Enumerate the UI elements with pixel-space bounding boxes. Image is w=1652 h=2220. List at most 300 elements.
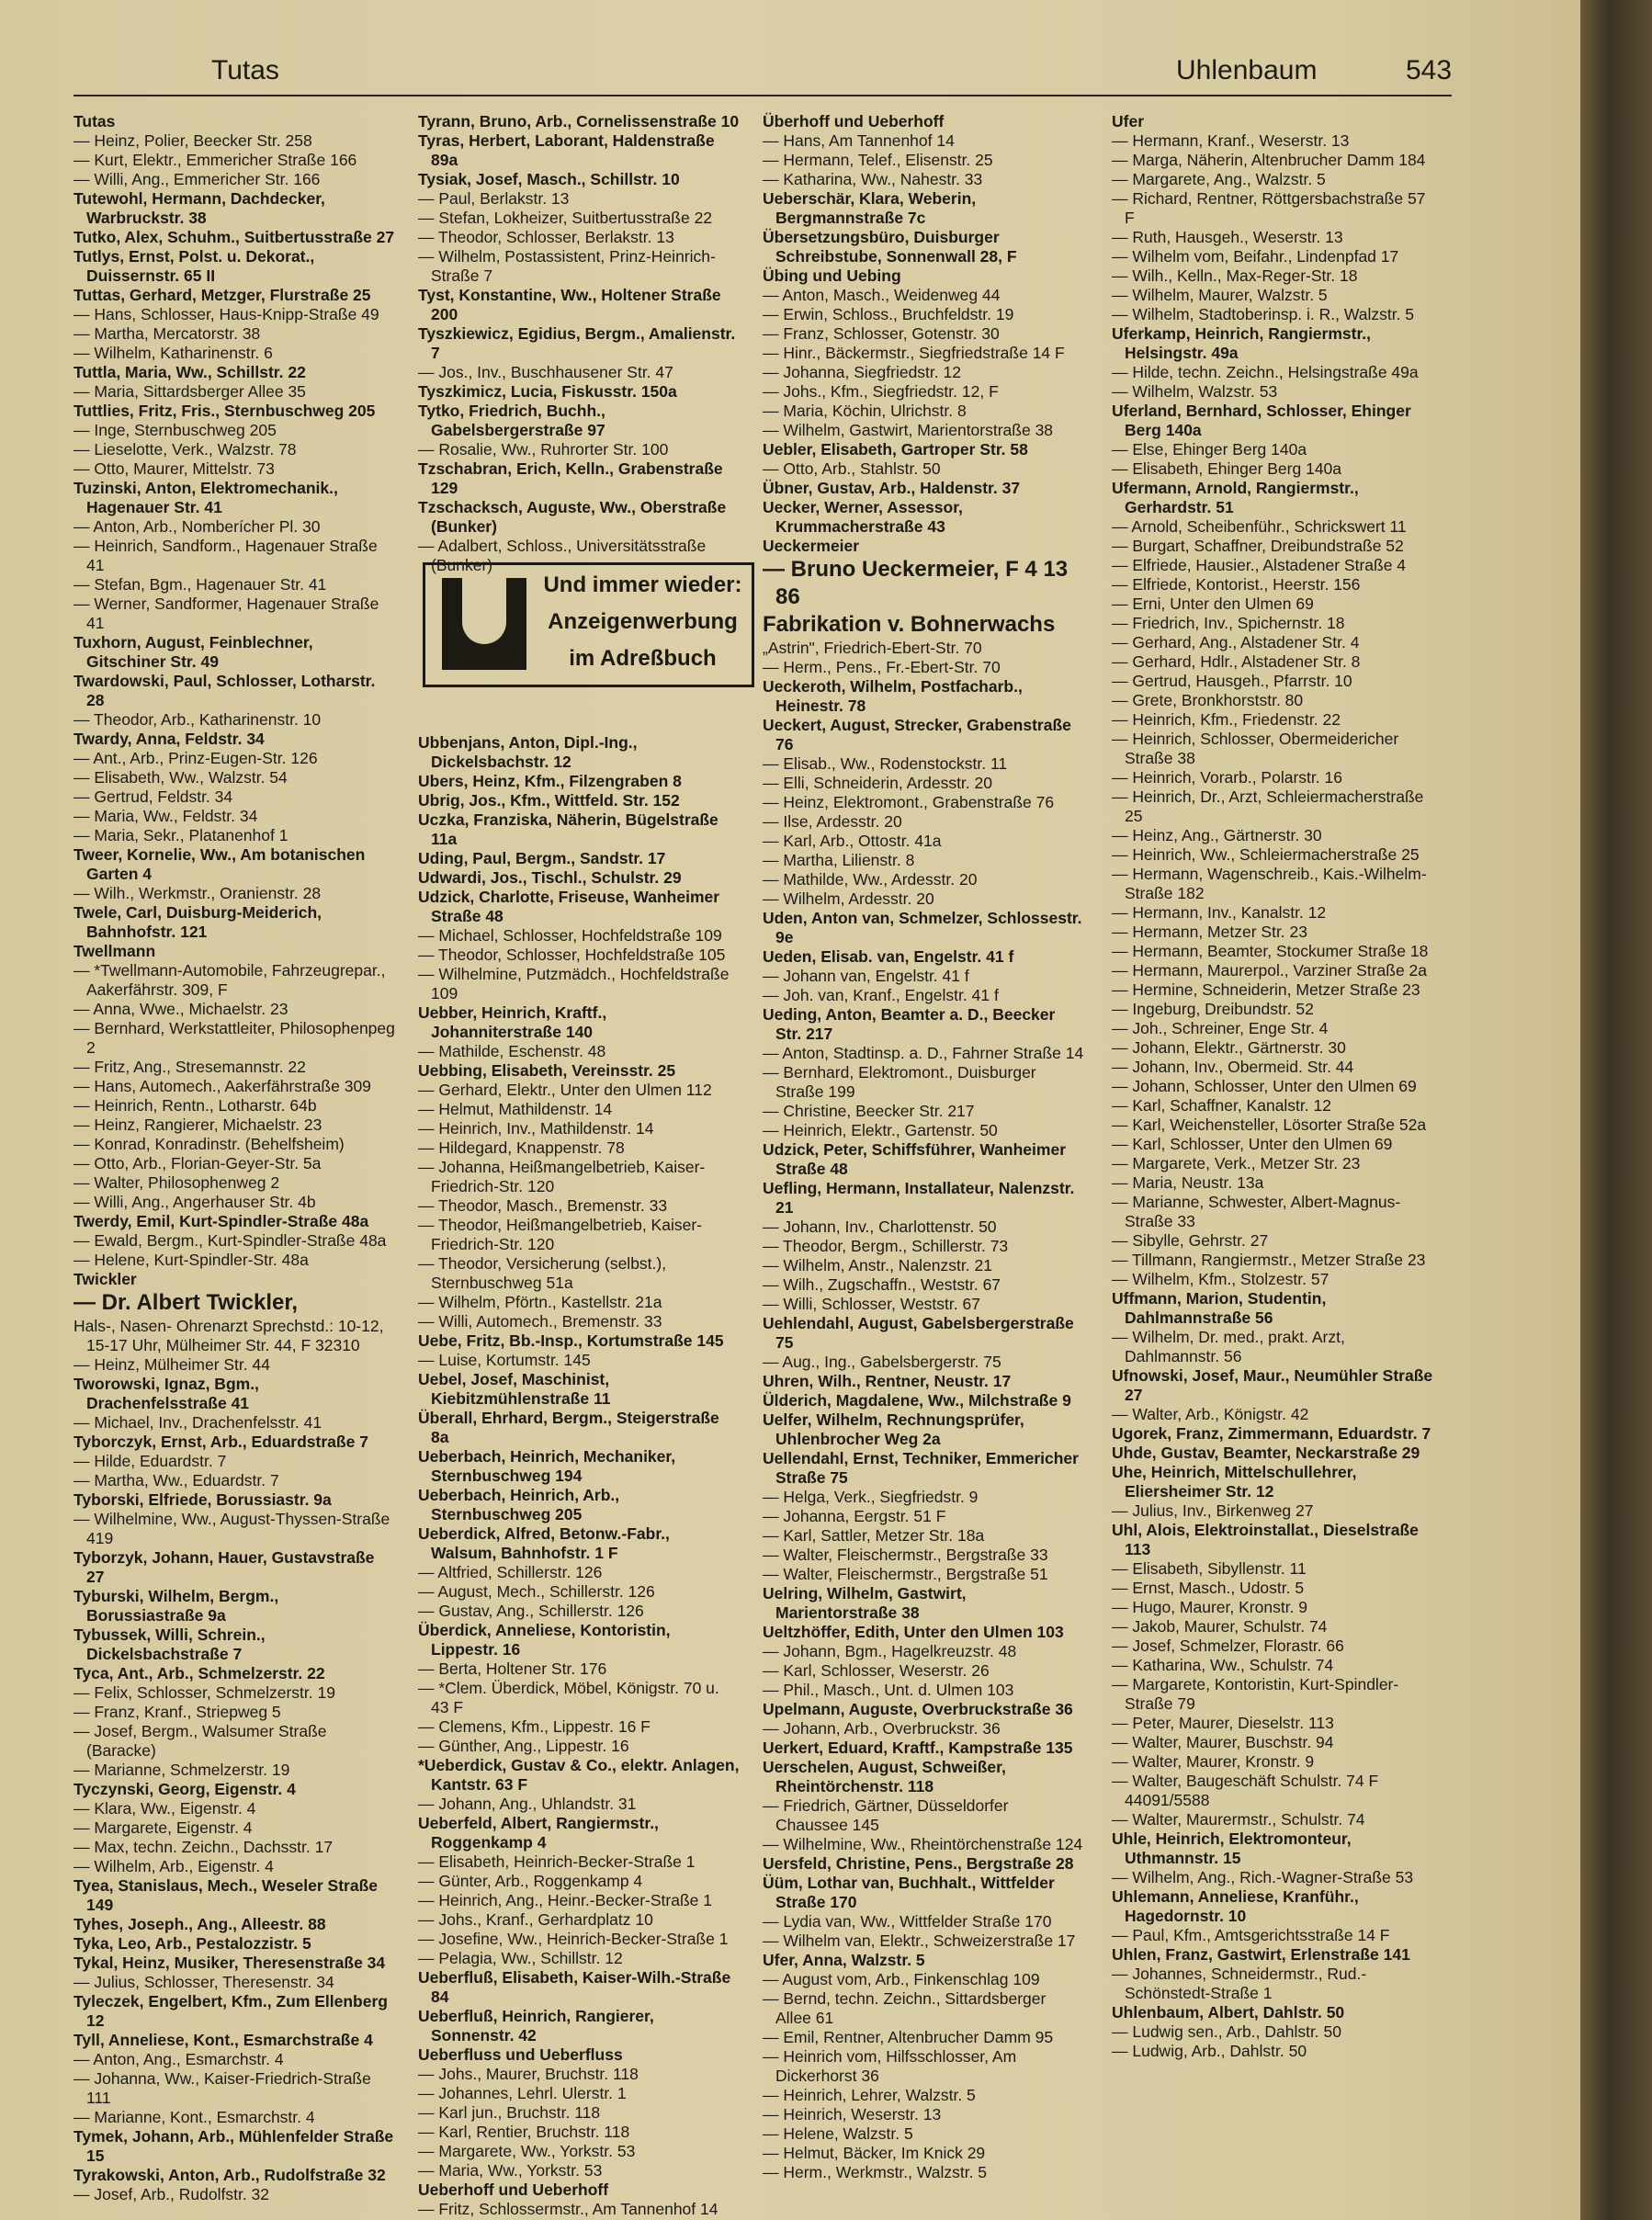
- directory-entry: Tyburski, Wilhelm, Bergm., Borussiastraße 9a: [74, 1587, 279, 1625]
- directory-entry: Übing und Uebing: [763, 266, 901, 285]
- directory-entry: — Michael, Inv., Drachenfelsstr. 41: [74, 1413, 322, 1432]
- directory-entry: Tuttla, Maria, Ww., Schillstr. 22: [74, 363, 306, 381]
- directory-entry: — Margarete, Ang., Walzstr. 5: [1112, 170, 1326, 188]
- directory-entry: — Heinrich, Weserstr. 13: [763, 2105, 942, 2124]
- directory-entry: — Else, Ehinger Berg 140a: [1112, 440, 1307, 459]
- directory-entry: Ueckert, August, Strecker, Grabenstraße 76: [763, 716, 1071, 753]
- directory-entry: Tyca, Ant., Arb., Schmelzerstr. 22: [74, 1664, 325, 1682]
- directory-entry: Udwardi, Jos., Tischl., Schulstr. 29: [418, 868, 682, 887]
- directory-entry: Tzschacksch, Auguste, Ww., Oberstraße (Bunker): [418, 498, 727, 536]
- directory-entry: — Hans, Am Tannenhof 14: [763, 131, 955, 150]
- directory-entry: Tyborzyk, Johann, Hauer, Gustavstraße 27: [74, 1548, 375, 1586]
- directory-entry: Tyszkimicz, Lucia, Fiskusstr. 150a: [418, 382, 677, 401]
- directory-entry: — Josef, Arb., Rudolfstr. 32: [74, 2185, 270, 2203]
- directory-entry: — Heinz, Polier, Beecker Str. 258: [74, 131, 312, 150]
- directory-entry: Ueltzhöffer, Edith, Unter den Ulmen 103: [763, 1623, 1064, 1641]
- directory-entry: Tymek, Johann, Arb., Mühlenfelder Straße 15: [74, 2127, 394, 2165]
- directory-entry: — Werner, Sandformer, Hagenauer Straße 41: [74, 595, 379, 632]
- directory-entry: Ugorek, Franz, Zimmermann, Eduardstr. 7: [1112, 1424, 1431, 1443]
- directory-entry: Twardy, Anna, Feldstr. 34: [74, 730, 265, 748]
- directory-entry: Upelmann, Auguste, Overbruckstraße 36: [763, 1700, 1073, 1718]
- directory-entry: — Elisabeth, Heinrich-Becker-Straße 1: [418, 1852, 696, 1871]
- directory-entry: — Tillmann, Rangiermstr., Metzer Straße 23: [1112, 1251, 1426, 1269]
- directory-entry: — Herm., Pens., Fr.-Ebert-Str. 70: [763, 658, 1001, 676]
- directory-entry: — Katharina, Ww., Schulstr. 74: [1112, 1656, 1334, 1674]
- directory-entry: — Helmut, Bäcker, Im Knick 29: [763, 2144, 986, 2162]
- directory-entry: — Lydia van, Ww., Wittfelder Straße 170: [763, 1912, 1052, 1931]
- directory-entry: — Berta, Holtener Str. 176: [418, 1659, 607, 1678]
- directory-entry: Uelfer, Wilhelm, Rechnungsprüfer, Uhlenbrocher Weg 2a: [763, 1410, 1024, 1448]
- directory-entry: — Walter, Fleischermstr., Bergstraße 51: [763, 1565, 1048, 1583]
- directory-entry: Uebel, Josef, Maschinist, Kiebitzmühlenstraße 11: [418, 1370, 611, 1408]
- directory-entry: Uersfeld, Christine, Pens., Bergstraße 28: [763, 1854, 1074, 1873]
- book-binding: [1580, 0, 1652, 2220]
- directory-entry: — Michael, Schlosser, Hochfeldstraße 109: [418, 926, 722, 945]
- directory-entry: — Johanna, Heißmangelbetrieb, Kaiser-Friedrich-Str. 120: [418, 1158, 706, 1195]
- directory-entry: Uhlemann, Anneliese, Kranführ., Hagedornstr. 10: [1112, 1887, 1359, 1925]
- directory-entry: — Gustav, Ang., Schillerstr. 126: [418, 1602, 644, 1620]
- ad-line-2: Anzeigenwerbung: [548, 609, 738, 634]
- directory-entry: — Josefine, Ww., Heinrich-Becker-Straße 1: [418, 1930, 729, 1948]
- directory-entry: — Martha, Mercatorstr. 38: [74, 324, 261, 343]
- directory-entry: — Hermann, Telef., Elisenstr. 25: [763, 151, 993, 169]
- directory-entry: — Otto, Arb., Stahlstr. 50: [763, 459, 941, 478]
- directory-entry: — Marga, Näherin, Altenbrucher Damm 184: [1112, 151, 1426, 169]
- directory-entry: — Hinr., Bäckermstr., Siegfriedstraße 14 F: [763, 344, 1065, 362]
- directory-entry: — Johann van, Engelstr. 41 f: [763, 967, 969, 985]
- directory-entry: Tuzinski, Anton, Elektromechanik., Hagenauer Str. 41: [74, 479, 338, 516]
- directory-entry: — Anton, Ang., Esmarchstr. 4: [74, 2050, 284, 2068]
- directory-entry: Übner, Gustav, Arb., Haldenstr. 37: [763, 479, 1021, 497]
- directory-entry: Ülderich, Magdalene, Ww., Milchstraße 9: [763, 1391, 1071, 1410]
- directory-entry: „Astrin", Friedrich-Ebert-Str. 70: [763, 639, 982, 657]
- directory-entry: — Maria, Köchin, Ulrichstr. 8: [763, 402, 967, 420]
- directory-entry: — Hermann, Maurerpol., Varziner Straße 2a: [1112, 961, 1428, 980]
- directory-entry: — Hans, Automech., Aakerfährstraße 309: [74, 1077, 371, 1095]
- directory-entry: Ufer, Anna, Walzstr. 5: [763, 1951, 925, 1969]
- directory-entry: — Gerhard, Elektr., Unter den Ulmen 112: [418, 1081, 712, 1099]
- directory-entry: — Marianne, Schmelzerstr. 19: [74, 1761, 290, 1779]
- directory-entry: — Helmut, Mathildenstr. 14: [418, 1100, 613, 1118]
- directory-entry: — Anton, Masch., Weidenweg 44: [763, 286, 1001, 304]
- directory-entry: Uecker, Werner, Assessor, Krummacherstraße 43: [763, 498, 963, 536]
- directory-entry: Twardowski, Paul, Schlosser, Lotharstr. 28: [74, 672, 376, 709]
- directory-entry: — Herm., Werkmstr., Walzstr. 5: [763, 2163, 988, 2181]
- directory-entry: — Hermann, Metzer Str. 23: [1112, 923, 1307, 941]
- directory-entry: — Heinrich, Lehrer, Walzstr. 5: [763, 2086, 976, 2104]
- ad-line-3: im Adreßbuch: [569, 646, 717, 671]
- directory-entry: Ueckermeier: [763, 537, 860, 555]
- column-3: [763, 112, 1084, 2182]
- directory-entry: — Johanna, Ww., Kaiser-Friedrich-Straße 111: [74, 2069, 371, 2107]
- directory-entry: — Elfriede, Hausier., Alstadener Straße 4: [1112, 556, 1407, 574]
- directory-entry: — Bernd, techn. Zeichn., Sittardsberger Allee 61: [763, 1989, 1047, 2027]
- directory-entry: Ubers, Heinz, Kfm., Filzengraben 8: [418, 772, 682, 790]
- directory-entry: Tutko, Alex, Schuhm., Suitbertusstraße 27: [74, 228, 395, 246]
- directory-entry: — Inge, Sternbuschweg 205: [74, 421, 277, 439]
- directory-entry: — Karl, Schaffner, Kanalstr. 12: [1112, 1096, 1331, 1115]
- directory-entry: — Margarete, Kontoristin, Kurt-Spindler-Straße 79: [1112, 1675, 1399, 1713]
- directory-entry: — *Twellmann-Automobile, Fahrzeugrepar., Aakerfährstr. 309, F: [74, 961, 386, 999]
- directory-entry: — Maria, Ww., Yorkstr. 53: [418, 2161, 603, 2180]
- directory-entry: Ueberbach, Heinrich, Arb., Sternbuschweg 205: [418, 1486, 620, 1523]
- directory-entry: — Stefan, Lokheizer, Suitbertusstraße 22: [418, 209, 713, 227]
- directory-entry: Twellmann: [74, 942, 156, 960]
- directory-entry: Tuttas, Gerhard, Metzger, Flurstraße 25: [74, 286, 371, 304]
- directory-entry: — Anna, Wwe., Michaelstr. 23: [74, 1000, 289, 1018]
- directory-entry: — Theodor, Versicherung (selbst.), Sternbuschweg 51a: [418, 1254, 667, 1292]
- directory-entry: — Gerhard, Ang., Alstadener Str. 4: [1112, 633, 1360, 651]
- directory-entry: — Theodor, Schlosser, Hochfeldstraße 105: [418, 946, 726, 964]
- directory-entry: — *Clem. Überdick, Möbel, Königstr. 70 u. 43 F: [418, 1679, 719, 1716]
- directory-entry: — Aug., Ing., Gabelsbergerstr. 75: [763, 1353, 1001, 1371]
- directory-entry: — Willi, Ang., Angerhauser Str. 4b: [74, 1193, 316, 1211]
- directory-entry: — Heinz, Mülheimer Str. 44: [74, 1355, 270, 1374]
- directory-entry: Übersetzungsbüro, Duisburger Schreibstube, Sonnenwall 28, F: [763, 228, 1017, 266]
- directory-entry: — Gerhard, Hdlr., Alstadener Str. 8: [1112, 652, 1361, 671]
- directory-entry: — Franz, Kranf., Striepweg 5: [74, 1703, 281, 1721]
- directory-entry: — August, Mech., Schillerstr. 126: [418, 1582, 655, 1601]
- directory-entry: Tuttlies, Fritz, Fris., Sternbuschweg 205: [74, 402, 376, 420]
- directory-entry: Uebler, Elisabeth, Gartroper Str. 58: [763, 440, 1028, 459]
- directory-entry: Tytko, Friedrich, Buchh., Gabelsbergerstraße 97: [418, 402, 605, 439]
- directory-entry: — Dr. Albert Twickler,: [74, 1290, 299, 1315]
- directory-entry: — Felix, Schlosser, Schmelzerstr. 19: [74, 1683, 335, 1702]
- directory-entry: Uhde, Gustav, Beamter, Neckarstraße 29: [1112, 1444, 1420, 1462]
- directory-entry: — Theodor, Arb., Katharinenstr. 10: [74, 710, 322, 729]
- directory-entry: — Johann, Elektr., Gärtnerstr. 30: [1112, 1038, 1346, 1057]
- directory-entry: — Wilhelm, Arb., Eigenstr. 4: [74, 1857, 274, 1875]
- directory-entry: — Max, techn. Zeichn., Dachsstr. 17: [74, 1838, 334, 1856]
- directory-entry: — Theodor, Schlosser, Berlakstr. 13: [418, 228, 674, 246]
- directory-entry: Ueberbach, Heinrich, Mechaniker, Sternbuschweg 194: [418, 1447, 676, 1485]
- directory-entry: Tyea, Stanislaus, Mech., Weseler Straße 149: [74, 1876, 379, 1914]
- directory-entry: — Stefan, Bgm., Hagenauer Str. 41: [74, 575, 327, 594]
- page-header: [74, 46, 1452, 101]
- directory-entry: — Günter, Arb., Roggenkamp 4: [418, 1872, 643, 1890]
- directory-entry: Uebe, Fritz, Bb.-Insp., Kortumstraße 145: [418, 1331, 724, 1350]
- directory-entry: — Rosalie, Ww., Ruhrorter Str. 100: [418, 440, 669, 459]
- directory-entry: — Heinrich, Kfm., Friedenstr. 22: [1112, 710, 1341, 729]
- directory-entry: — Paul, Berlakstr. 13: [418, 189, 570, 208]
- directory-entry: — Wilhelm, Maurer, Walzstr. 5: [1112, 286, 1328, 304]
- directory-entry: Ueberfluß, Elisabeth, Kaiser-Wilh.-Straße 84: [418, 1968, 731, 2006]
- directory-entry: — Heinrich, Inv., Mathildenstr. 14: [418, 1119, 654, 1138]
- directory-entry: Üüm, Lothar van, Buchhalt., Wittfelder Straße 170: [763, 1874, 1055, 1911]
- directory-entry: — Heinz, Elektromont., Grabenstraße 76: [763, 793, 1055, 811]
- directory-entry: — Christine, Beecker Str. 217: [763, 1102, 975, 1120]
- directory-entry: — Jos., Inv., Buschhausener Str. 47: [418, 363, 673, 381]
- directory-entry: — Karl, Schlosser, Weserstr. 26: [763, 1661, 990, 1680]
- directory-entry: — Anton, Stadtinsp. a. D., Fahrner Straße 14: [763, 1044, 1084, 1062]
- directory-entry: — Theodor, Bergm., Schillerstr. 73: [763, 1237, 1009, 1255]
- directory-entry: Ueberhoff und Ueberhoff: [418, 2180, 609, 2199]
- directory-entry: — Jakob, Maurer, Schulstr. 74: [1112, 1617, 1328, 1636]
- directory-entry: — Maria, Ww., Feldstr. 34: [74, 807, 258, 825]
- directory-entry: Tyras, Herbert, Laborant, Haldenstraße 89a: [418, 131, 715, 169]
- directory-entry: — Joh. van, Kranf., Engelstr. 41 f: [763, 986, 999, 1004]
- directory-entry: — Hermann, Beamter, Stockumer Straße 18: [1112, 942, 1429, 960]
- header-right-keyword: Uhlenbaum: [1176, 55, 1318, 85]
- directory-entry: — Klara, Ww., Eigenstr. 4: [74, 1799, 256, 1818]
- directory-entry: Hals-, Nasen- Ohrenarzt Sprechstd.: 10-12, 15-17 Uhr, Mülheimer Str. 44, F 32310: [74, 1317, 384, 1354]
- directory-entry: Tutewohl, Hermann, Dachdecker, Warbruckstr. 38: [74, 189, 325, 227]
- directory-entry: — Ilse, Ardesstr. 20: [763, 812, 902, 831]
- directory-entry: — Erwin, Schloss., Bruchfeldstr. 19: [763, 305, 1014, 323]
- directory-entry: Tysiak, Josef, Masch., Schillstr. 10: [418, 170, 680, 188]
- directory-entry: Udzick, Peter, Schiffsführer, Wanheimer Straße 48: [763, 1140, 1067, 1178]
- directory-entry: — Otto, Arb., Florian-Geyer-Str. 5a: [74, 1154, 322, 1172]
- directory-entry: — Heinrich vom, Hilfsschlosser, Am Dickerhorst 36: [763, 2047, 1017, 2085]
- directory-entry: — Wilhelm, Katharinenstr. 6: [74, 344, 273, 362]
- directory-entry: — Johs., Kfm., Siegfriedstr. 12, F: [763, 382, 999, 401]
- directory-entry: — Hermann, Wagenschreib., Kais.-Wilhelm-Straße 182: [1112, 865, 1427, 902]
- column-2: [418, 112, 740, 2219]
- ad-line-1: Und immer wieder:: [543, 572, 742, 597]
- directory-entry: Tworowski, Ignaz, Bgm., Drachenfelsstraße 41: [74, 1375, 259, 1412]
- directory-entry: — Pelagia, Ww., Schillstr. 12: [418, 1949, 623, 1967]
- directory-entry: Uden, Anton van, Schmelzer, Schlossestr. 9e: [763, 909, 1082, 946]
- directory-entry: Uebber, Heinrich, Kraftf., Johanniterstraße 140: [418, 1003, 607, 1041]
- directory-entry: — Wilhelm, Dr. med., prakt. Arzt, Dahlmannstr. 56: [1112, 1328, 1345, 1365]
- directory-entry: Überdick, Anneliese, Kontoristin, Lippestr. 16: [418, 1621, 671, 1659]
- directory-entry: — Johannes, Schneidermstr., Rud.-Schönstedt-Straße 1: [1112, 1965, 1367, 2002]
- directory-entry: Tyst, Konstantine, Ww., Holtener Straße 200: [418, 286, 721, 323]
- directory-entry: Ueberfluss und Ueberfluss: [418, 2045, 623, 2064]
- directory-entry: Uhl, Alois, Elektroinstallat., Dieselstraße 113: [1112, 1521, 1419, 1558]
- directory-entry: Ueberfluß, Heinrich, Rangierer, Sonnenstr. 42: [418, 2007, 654, 2044]
- directory-entry: — Johanna, Eergstr. 51 F: [763, 1507, 946, 1525]
- column-1: [74, 112, 395, 2204]
- directory-entry: — Ewald, Bergm., Kurt-Spindler-Straße 48a: [74, 1231, 387, 1250]
- directory-entry: — Walter, Maurermstr., Schulstr. 74: [1112, 1810, 1365, 1829]
- directory-entry: *Ueberdick, Gustav & Co., elektr. Anlagen, Kantstr. 63 F: [418, 1756, 740, 1794]
- directory-entry: — Johann, Schlosser, Unter den Ulmen 69: [1112, 1077, 1417, 1095]
- directory-entry: — Hermann, Kranf., Weserstr. 13: [1112, 131, 1350, 150]
- directory-entry: Uhlen, Franz, Gastwirt, Erlenstraße 141: [1112, 1945, 1410, 1964]
- directory-entry: Ufer: [1112, 112, 1145, 130]
- directory-entry: — Wilhelmine, Ww., Rheintörchenstraße 124: [763, 1835, 1083, 1853]
- directory-entry: Ufnowski, Josef, Maur., Neumühler Straße 27: [1112, 1366, 1433, 1404]
- directory-entry: — Walter, Maurer, Buschstr. 94: [1112, 1733, 1334, 1751]
- directory-entry: — Marianne, Kont., Esmarchstr. 4: [74, 2108, 315, 2126]
- directory-entry: — Wilhelm, Anstr., Nalenzstr. 21: [763, 1256, 992, 1274]
- directory-entry: — Willi, Ang., Emmericher Str. 166: [74, 170, 321, 188]
- directory-entry: Fabrikation v. Bohnerwachs: [763, 612, 1056, 637]
- directory-entry: — Walter, Arb., Königstr. 42: [1112, 1405, 1309, 1423]
- directory-entry: — Phil., Masch., Unt. d. Ulmen 103: [763, 1681, 1014, 1699]
- directory-entry: Uferland, Bernhard, Schlosser, Ehinger Berg 140a: [1112, 402, 1411, 439]
- directory-entry: Überall, Ehrhard, Bergm., Steigerstraße 8a: [418, 1409, 719, 1446]
- directory-entry: Twerdy, Emil, Kurt-Spindler-Straße 48a: [74, 1212, 369, 1230]
- directory-entry: — Karl, Weichensteller, Lösorter Straße 52a: [1112, 1116, 1427, 1134]
- directory-entry: Uczka, Franziska, Näherin, Bügelstraße 11a: [418, 810, 719, 848]
- directory-entry: — Fritz, Schlossermstr., Am Tannenhof 14: [418, 2200, 719, 2218]
- directory-entry: — Johann, Inv., Obermeid. Str. 44: [1112, 1058, 1354, 1076]
- directory-entry: Tyborski, Elfriede, Borussiastr. 9a: [74, 1490, 332, 1509]
- directory-entry: Tutlys, Ernst, Polst. u. Dekorat., Duissernstr. 65 II: [74, 247, 315, 285]
- directory-entry: — Helene, Walzstr. 5: [763, 2124, 913, 2143]
- directory-entry: — Altfried, Schillerstr. 126: [418, 1563, 603, 1581]
- directory-entry: — Ingeburg, Dreibundstr. 52: [1112, 1000, 1314, 1018]
- directory-entry: — Katharina, Ww., Nahestr. 33: [763, 170, 983, 188]
- directory-entry: — Elisabeth, Ww., Walzstr. 54: [74, 768, 288, 787]
- directory-entry: — Wilh., Zugschaffn., Weststr. 67: [763, 1275, 1001, 1294]
- directory-entry: Ufermann, Arnold, Rangiermstr., Gerhardstr. 51: [1112, 479, 1359, 516]
- directory-entry: — Elisabeth, Ehinger Berg 140a: [1112, 459, 1342, 478]
- directory-entry: — Elfriede, Kontorist., Heerstr. 156: [1112, 575, 1361, 594]
- directory-entry: — Hilde, techn. Zeichn., Helsingstraße 49a: [1112, 363, 1419, 381]
- directory-entry: — Heinrich, Ww., Schleiermacherstraße 25: [1112, 845, 1420, 864]
- directory-entry: — Lieselotte, Verk., Walzstr. 78: [74, 440, 297, 459]
- directory-entry: — Johann, Ang., Uhlandstr. 31: [418, 1795, 637, 1813]
- directory-entry: — Heinrich, Dr., Arzt, Schleiermacherstraße 25: [1112, 787, 1424, 825]
- directory-entry: — Wilhelm van, Elektr., Schweizerstraße 17: [763, 1931, 1076, 1950]
- directory-entry: — Helene, Kurt-Spindler-Str. 48a: [74, 1251, 309, 1269]
- directory-entry: Uhlenbaum, Albert, Dahlstr. 50: [1112, 2003, 1345, 2022]
- directory-entry: — Friedrich, Inv., Spichernstr. 18: [1112, 614, 1345, 632]
- directory-entry: Tyczynski, Georg, Eigenstr. 4: [74, 1780, 296, 1798]
- directory-entry: Uferkamp, Heinrich, Rangiermstr., Helsingstr. 49a: [1112, 324, 1372, 362]
- directory-entry: — Elisabeth, Sibyllenstr. 11: [1112, 1559, 1307, 1578]
- directory-entry: — Ruth, Hausgeh., Weserstr. 13: [1112, 228, 1343, 246]
- directory-entry: Ubbenjans, Anton, Dipl.-Ing., Dickelsbachstr. 12: [418, 733, 638, 771]
- directory-entry: — Willi, Schlosser, Weststr. 67: [763, 1295, 980, 1313]
- directory-entry: — Josef, Schmelzer, Florastr. 66: [1112, 1637, 1344, 1655]
- directory-entry: — Mathilde, Ww., Ardesstr. 20: [763, 870, 978, 889]
- directory-entry: Uerschelen, August, Schweißer, Rheintörchenstr. 118: [763, 1758, 1006, 1795]
- directory-entry: — Ernst, Masch., Udostr. 5: [1112, 1579, 1305, 1597]
- directory-entry: — Günther, Ang., Lippestr. 16: [418, 1737, 629, 1755]
- directory-entry: — Julius, Schlosser, Theresenstr. 34: [74, 1973, 334, 1991]
- directory-entry: — Gertrud, Hausgeh., Pfarrstr. 10: [1112, 672, 1352, 690]
- directory-entry: — Johannes, Lehrl. Ulerstr. 1: [418, 2084, 627, 2102]
- directory-entry: — Hans, Schlosser, Haus-Knipp-Straße 49: [74, 305, 379, 323]
- directory-entry: — Hilde, Eduardstr. 7: [74, 1452, 227, 1470]
- directory-entry: — Wilhelm, Ardesstr. 20: [763, 889, 934, 908]
- directory-entry: — Wilh., Werkmstr., Oranienstr. 28: [74, 884, 322, 902]
- directory-entry: Uefling, Hermann, Installateur, Nalenzstr. 21: [763, 1179, 1075, 1217]
- directory-entry: — Erni, Unter den Ulmen 69: [1112, 595, 1314, 613]
- directory-entry: — Adalbert, Schloss., Universitätsstraße (Bunker): [418, 537, 707, 574]
- directory-entry: — Joh., Schreiner, Enge Str. 4: [1112, 1019, 1329, 1037]
- page-number: 543: [1406, 55, 1453, 85]
- directory-entry: — Arnold, Scheibenführ., Schrickswert 11: [1112, 517, 1407, 536]
- directory-entry: — Walter, Fleischermstr., Bergstraße 33: [763, 1546, 1048, 1564]
- directory-entry: Ubrig, Jos., Kfm., Wittfeld. Str. 152: [418, 791, 680, 810]
- directory-entry: — Kurt, Elektr., Emmericher Straße 166: [74, 151, 357, 169]
- directory-entry: — Mathilde, Eschenstr. 48: [418, 1042, 606, 1060]
- directory-entry: — Heinrich, Schlosser, Obermeidericher Straße 38: [1112, 730, 1399, 767]
- directory-entry: — Johann, Bgm., Hagelkreuzstr. 48: [763, 1642, 1017, 1660]
- directory-entry: Tzschabran, Erich, Kelln., Grabenstraße 129: [418, 459, 723, 497]
- directory-entry: — Friedrich, Gärtner, Düsseldorfer Chaussee 145: [763, 1796, 1009, 1834]
- directory-entry: — Julius, Inv., Birkenweg 27: [1112, 1501, 1314, 1520]
- directory-entry: — Karl, Arb., Ottostr. 41a: [763, 832, 942, 850]
- directory-entry: — Fritz, Ang., Stresemannstr. 22: [74, 1058, 306, 1076]
- directory-entry: — Anton, Arb., Nomberícher Pl. 30: [74, 517, 321, 536]
- directory-entry: Udzick, Charlotte, Friseuse, Wanheimer Straße 48: [418, 888, 720, 925]
- directory-entry: — Karl, Sattler, Metzer Str. 18a: [763, 1526, 985, 1545]
- directory-entry: — Karl, Schlosser, Unter den Ulmen 69: [1112, 1135, 1393, 1153]
- directory-entry: — Heinrich, Ang., Heinr.-Becker-Straße 1: [418, 1891, 712, 1909]
- directory-entry: Uhren, Wilh., Rentner, Neustr. 17: [763, 1372, 1012, 1390]
- directory-entry: — Willi, Automech., Bremenstr. 33: [418, 1312, 662, 1331]
- directory-entry: — Ant., Arb., Prinz-Eugen-Str. 126: [74, 749, 318, 767]
- directory-entry: — Peter, Maurer, Dieselstr. 113: [1112, 1714, 1334, 1732]
- directory-entry: — Burgart, Schaffner, Dreibundstraße 52: [1112, 537, 1404, 555]
- directory-entry: Twele, Carl, Duisburg-Meiderich, Bahnhofstr. 121: [74, 903, 322, 941]
- directory-entry: — Wilhelm, Kfm., Stolzestr. 57: [1112, 1270, 1330, 1288]
- directory-entry: — Maria, Sekr., Platanenhof 1: [74, 826, 289, 844]
- directory-entry: — Richard, Rentner, Röttgersbachstraße 57 F: [1112, 189, 1426, 227]
- directory-entry: Ueberschär, Klara, Weberin, Bergmannstraße 7c: [763, 189, 977, 227]
- directory-entry: Überhoff und Ueberhoff: [763, 112, 945, 130]
- directory-entry: — Ludwig sen., Arb., Dahlstr. 50: [1112, 2022, 1341, 2041]
- directory-entry: — Margarete, Verk., Metzer Str. 23: [1112, 1154, 1361, 1172]
- directory-entry: — Theodor, Masch., Bremenstr. 33: [418, 1196, 668, 1215]
- directory-entry: Tutas: [74, 112, 116, 130]
- directory-entry: — Walter, Maurer, Kronstr. 9: [1112, 1752, 1315, 1771]
- directory-entry: — Josef, Bergm., Walsumer Straße (Baracke): [74, 1722, 327, 1760]
- directory-entry: — Wilhelm, Postassistent, Prinz-Heinrich-Straße 7: [418, 247, 716, 285]
- directory-entry: — Gertrud, Feldstr. 34: [74, 787, 233, 806]
- directory-entry: Tyrann, Bruno, Arb., Cornelissenstraße 10: [418, 112, 740, 130]
- directory-entry: Uelring, Wilhelm, Gastwirt, Marientorstraße 38: [763, 1584, 967, 1622]
- directory-entry: — Wilhelm, Ang., Rich.-Wagner-Straße 53: [1112, 1868, 1414, 1886]
- column-4: [1112, 112, 1433, 2061]
- directory-entry: — Walter, Philosophenweg 2: [74, 1173, 280, 1192]
- directory-entry: Uehlendahl, August, Gabelsbergerstraße 75: [763, 1314, 1074, 1352]
- directory-entry: Ueding, Anton, Beamter a. D., Beecker Str. 217: [763, 1005, 1056, 1043]
- directory-entry: — Heinrich, Sandform., Hagenauer Straße 41: [74, 537, 378, 574]
- directory-entry: Tyll, Anneliese, Kont., Esmarchstraße 4: [74, 2031, 373, 2049]
- directory-entry: Uhe, Heinrich, Mittelschullehrer, Eliersheimer Str. 12: [1112, 1463, 1357, 1501]
- directory-entry: Tyka, Leo, Arb., Pestalozzistr. 5: [74, 1934, 311, 1953]
- directory-entry: — Otto, Maurer, Mittelstr. 73: [74, 459, 275, 478]
- directory-entry: — Hildegard, Knappenstr. 78: [418, 1138, 625, 1157]
- directory-entry: — Wilhelmine, Ww., August-Thyssen-Straße 419: [74, 1510, 390, 1547]
- directory-entry: — Hermine, Schneiderin, Metzer Straße 23: [1112, 980, 1420, 999]
- directory-entry: — Helga, Verk., Siegfriedstr. 9: [763, 1488, 979, 1506]
- directory-entry: Uellendahl, Ernst, Techniker, Emmericher Straße 75: [763, 1449, 1079, 1487]
- directory-entry: — Walter, Baugeschäft Schulstr. 74 F 44091/5588: [1112, 1772, 1379, 1809]
- directory-entry: — Bruno Ueckermeier, F 4 13 86: [763, 557, 1069, 609]
- directory-entry: Uhle, Heinrich, Elektromonteur, Uthmannstr. 15: [1112, 1829, 1352, 1867]
- directory-entry: Tybussek, Willi, Schrein., Dickelsbachstraße 7: [74, 1625, 266, 1663]
- directory-entry: — Clemens, Kfm., Lippestr. 16 F: [418, 1717, 651, 1736]
- directory-entry: Tuxhorn, August, Feinblechner, Gitschiner Str. 49: [74, 633, 313, 671]
- directory-entry: Ueden, Elisab. van, Engelstr. 41 f: [763, 947, 1014, 966]
- directory-entry: — Bernhard, Elektromont., Duisburger Straße 199: [763, 1063, 1036, 1101]
- directory-entry: — Maria, Neustr. 13a: [1112, 1173, 1264, 1192]
- directory-entry: Tyleczek, Engelbert, Kfm., Zum Ellenberg 12: [74, 1992, 388, 2030]
- directory-entry: — Sibylle, Gehrstr. 27: [1112, 1231, 1269, 1250]
- advertisement-box: [423, 562, 754, 687]
- directory-entry: Tyszkiewicz, Egidius, Bergm., Amalienstr. 7: [418, 324, 736, 362]
- directory-entry: — Heinrich, Elektr., Gartenstr. 50: [763, 1121, 998, 1139]
- directory-entry: Uerkert, Eduard, Kraftf., Kampstraße 135: [763, 1739, 1073, 1757]
- directory-entry: — Hermann, Inv., Kanalstr. 12: [1112, 903, 1327, 922]
- directory-entry: — Johs., Kranf., Gerhardplatz 10: [418, 1910, 653, 1929]
- directory-entry: — Karl jun., Bruchstr. 118: [418, 2103, 601, 2122]
- directory-entry: — Heinz, Rangierer, Michaelstr. 23: [74, 1116, 322, 1134]
- directory-entry: — Heinrich, Vorarb., Polarstr. 16: [1112, 768, 1342, 787]
- directory-entry: — Grete, Bronkhorststr. 80: [1112, 691, 1304, 709]
- ad-letter-u-icon: [442, 578, 526, 670]
- directory-entry: Tyrakowski, Anton, Arb., Rudolfstraße 32: [74, 2166, 386, 2184]
- directory-entry: — Johann, Inv., Charlottenstr. 50: [763, 1218, 997, 1236]
